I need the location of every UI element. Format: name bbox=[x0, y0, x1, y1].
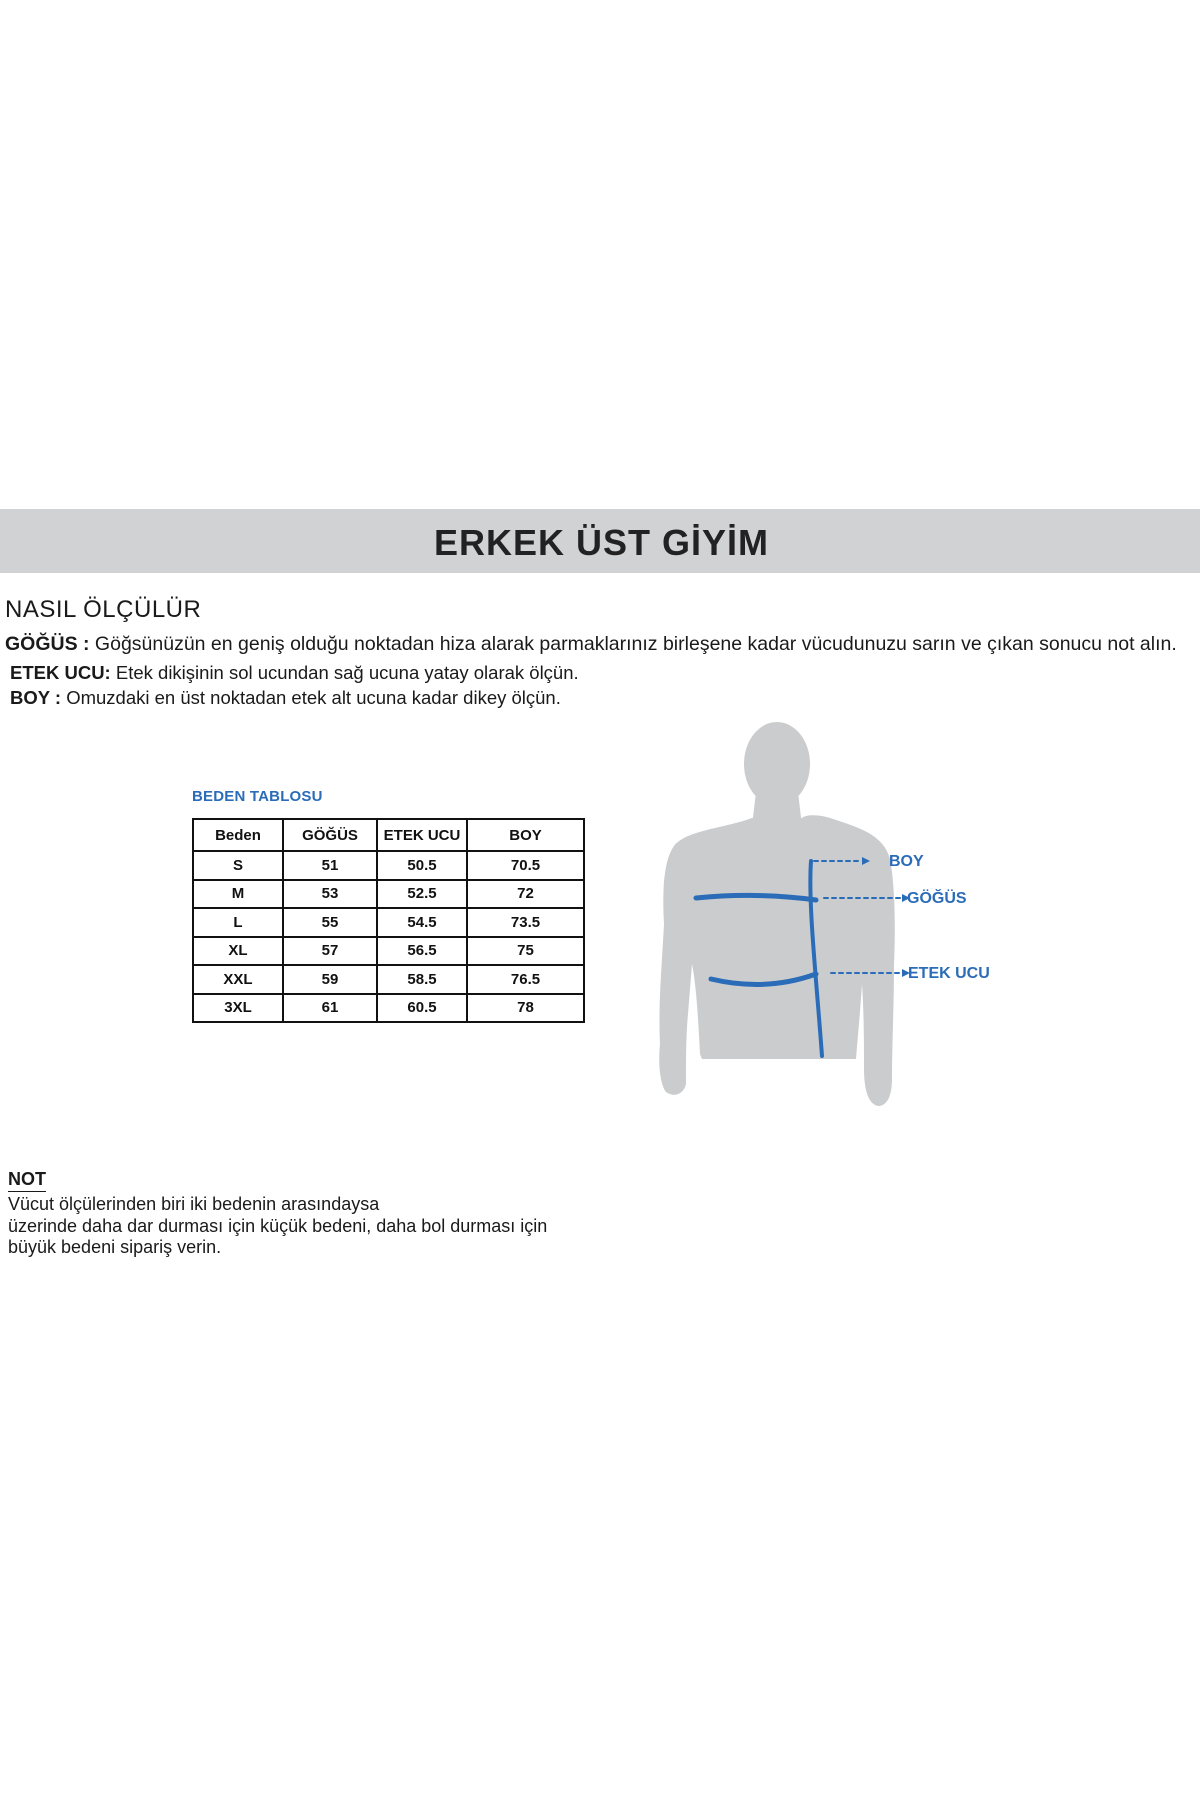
cell-chest: 57 bbox=[283, 937, 377, 966]
cell-size: L bbox=[193, 908, 283, 937]
chest-instruction-text: Göğsünüzün en geniş olduğu noktadan hiza alarak parmaklarınız birleşene kadar vücudunuzu sarın ve çıkan sonucu not alın. bbox=[89, 633, 1177, 655]
size-table-caption: BEDEN TABLOSU bbox=[192, 788, 323, 805]
hem-instruction-text: Etek dikişinin sol ucundan sağ ucuna yatay olarak ölçün. bbox=[110, 662, 579, 683]
cell-hem: 50.5 bbox=[377, 851, 467, 880]
chest-label: GÖĞÜS bbox=[907, 890, 967, 907]
header-chest: GÖĞÜS bbox=[283, 819, 377, 851]
body-silhouette bbox=[659, 722, 895, 1106]
chest-instruction-label: GÖĞÜS : bbox=[5, 633, 90, 655]
cell-size: M bbox=[193, 880, 283, 909]
cell-hem: 52.5 bbox=[377, 880, 467, 909]
cell-chest: 53 bbox=[283, 880, 377, 909]
chest-instruction bbox=[5, 633, 1177, 656]
note-line: üzerinde daha dar durması için küçük bedeni, daha bol durması için bbox=[8, 1215, 548, 1236]
header-length: BOY bbox=[467, 819, 584, 851]
cell-chest: 61 bbox=[283, 994, 377, 1023]
cell-length: 70.5 bbox=[467, 851, 584, 880]
page-title: ERKEK ÜST GİYİM bbox=[433, 522, 770, 563]
length-label: BOY bbox=[889, 853, 924, 870]
cell-chest: 51 bbox=[283, 851, 377, 880]
cell-hem: 60.5 bbox=[377, 994, 467, 1023]
cell-length: 76.5 bbox=[467, 965, 584, 994]
note-line: Vücut ölçülerinden biri iki bedenin arasındaysa bbox=[8, 1194, 380, 1214]
table-row bbox=[193, 937, 584, 966]
size-table-header-row bbox=[193, 819, 584, 851]
cell-hem: 58.5 bbox=[377, 965, 467, 994]
cell-length: 72 bbox=[467, 880, 584, 909]
note-body bbox=[8, 1194, 648, 1259]
table-row bbox=[193, 908, 584, 937]
table-row bbox=[193, 851, 584, 880]
size-table bbox=[192, 818, 585, 1023]
length-instruction-text: Omuzdaki en üst noktadan etek alt ucuna kadar dikey ölçün. bbox=[61, 687, 561, 708]
cell-length: 75 bbox=[467, 937, 584, 966]
cell-hem: 54.5 bbox=[377, 908, 467, 937]
table-row bbox=[193, 965, 584, 994]
length-instruction-label: BOY : bbox=[10, 687, 62, 708]
cell-size: XL bbox=[193, 937, 283, 966]
cell-chest: 55 bbox=[283, 908, 377, 937]
cell-chest: 59 bbox=[283, 965, 377, 994]
measurement-figure bbox=[656, 714, 996, 1114]
hem-instruction-label: ETEK UCU: bbox=[10, 662, 111, 683]
hem-label: ETEK UCU bbox=[908, 965, 990, 982]
how-to-measure-heading: NASIL ÖLÇÜLÜR bbox=[5, 596, 202, 623]
cell-length: 73.5 bbox=[467, 908, 584, 937]
table-row bbox=[193, 994, 584, 1023]
header-hem: ETEK UCU bbox=[377, 819, 467, 851]
header-size: Beden bbox=[193, 819, 283, 851]
hem-instruction bbox=[10, 662, 579, 684]
length-instruction bbox=[10, 687, 561, 709]
cell-size: XXL bbox=[193, 965, 283, 994]
cell-size: 3XL bbox=[193, 994, 283, 1023]
title-banner bbox=[0, 509, 1200, 573]
note-heading: NOT bbox=[8, 1169, 46, 1192]
note-line: büyük bedeni sipariş verin. bbox=[8, 1237, 222, 1257]
cell-size: S bbox=[193, 851, 283, 880]
cell-length: 78 bbox=[467, 994, 584, 1023]
table-row bbox=[193, 880, 584, 909]
cell-hem: 56.5 bbox=[377, 937, 467, 966]
